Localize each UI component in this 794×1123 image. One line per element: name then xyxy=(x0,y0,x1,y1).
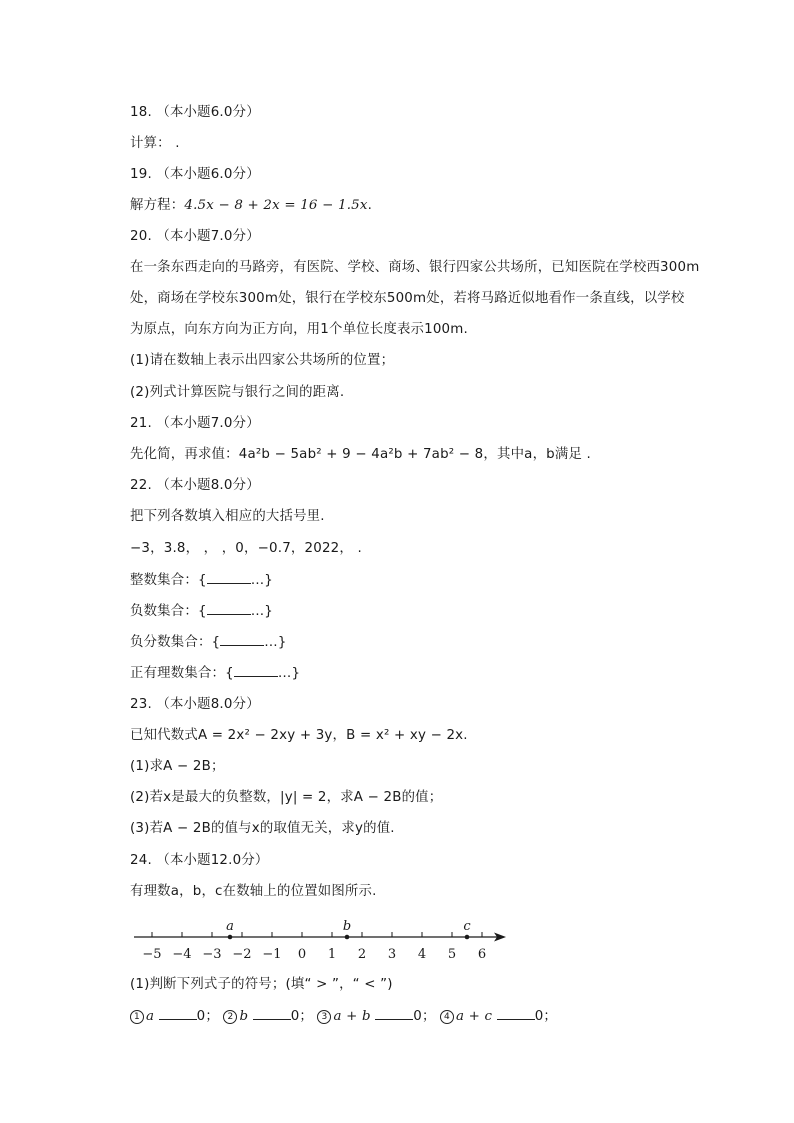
q20-sub1: (1)请在数轴上表示出四家公共场所的位置； xyxy=(130,353,395,368)
q24-sign-items xyxy=(130,1007,557,1026)
q18-header: 18. （本小题6.0分） xyxy=(130,105,260,120)
sign-item-2 xyxy=(223,1009,313,1024)
sign-item-4 xyxy=(440,1009,557,1024)
point-label-c: c xyxy=(463,919,471,934)
sign-tail: 0； xyxy=(196,1009,219,1024)
set-label: 正有理数集合：{ xyxy=(130,666,234,681)
tick-label: −1 xyxy=(262,947,282,962)
set-label: 整数集合：{ xyxy=(130,573,207,588)
q22-intro: 把下列各数填入相应的大括号里. xyxy=(130,509,325,524)
circled-number-4: 4 xyxy=(440,1010,454,1024)
q23-given: 已知代数式A = 2x² − 2xy + 3y，B = x² + xy − 2x. xyxy=(130,728,468,743)
q20-sub2: (2)列式计算医院与银行之间的距离. xyxy=(130,385,345,400)
sign-tail: 0； xyxy=(413,1009,436,1024)
answer-blank[interactable] xyxy=(375,1007,413,1020)
set-ellipsis: …} xyxy=(250,604,273,619)
sign-expr: b xyxy=(239,1009,249,1024)
q19-suffix: . xyxy=(367,198,373,213)
sign-tail: 0； xyxy=(290,1009,313,1024)
sign-tail: 0； xyxy=(534,1009,558,1024)
answer-blank[interactable] xyxy=(159,1007,197,1020)
tick-label: 0 xyxy=(297,947,307,962)
point-b xyxy=(345,935,350,940)
q24-intro: 有理数a，b，c在数轴上的位置如图所示. xyxy=(130,884,377,899)
q20-header: 20. （本小题7.0分） xyxy=(130,229,260,244)
circled-number-2: 2 xyxy=(223,1010,237,1024)
q23-header: 23. （本小题8.0分） xyxy=(130,697,260,712)
q19-text xyxy=(130,197,372,215)
circled-number-1: 1 xyxy=(130,1010,144,1024)
q22-numbers: −3，3.8， ， ，0，−0.7，2022， . xyxy=(130,541,362,556)
tick-label: −5 xyxy=(142,947,162,962)
tick-label: 1 xyxy=(327,947,337,962)
point-c xyxy=(465,935,470,940)
q22-set-integers xyxy=(130,571,273,590)
q18-text: 计算： . xyxy=(130,136,180,151)
sign-expr: a + b xyxy=(333,1009,371,1024)
answer-blank[interactable] xyxy=(207,571,251,584)
set-ellipsis: …} xyxy=(250,573,273,588)
answer-blank[interactable] xyxy=(253,1007,291,1020)
sign-expr: a + c xyxy=(456,1009,493,1024)
q22-header: 22. （本小题8.0分） xyxy=(130,478,260,493)
set-ellipsis: …} xyxy=(277,666,301,681)
q24-header: 24. （本小题12.0分） xyxy=(130,853,269,868)
set-label: 负数集合：{ xyxy=(130,604,207,619)
answer-blank[interactable] xyxy=(234,664,278,677)
q19-prefix: 解方程： xyxy=(130,198,185,213)
q23-sub1: (1)求A − 2B； xyxy=(130,759,225,774)
sign-item-1 xyxy=(130,1009,219,1024)
number-line-figure xyxy=(130,915,520,965)
point-a xyxy=(228,935,233,940)
sign-item-3 xyxy=(317,1009,435,1024)
tick-label: −2 xyxy=(232,947,252,962)
tick-label: 2 xyxy=(357,947,367,962)
tick-label: −3 xyxy=(202,947,222,962)
tick-label: −4 xyxy=(172,947,192,962)
q20-line-1: 在一条东西走向的马路旁，有医院、学校、商场、银行四家公共场所，已知医院在学校西300m xyxy=(130,260,700,275)
q21-header: 21. （本小题7.0分） xyxy=(130,416,260,431)
point-label-b: b xyxy=(342,919,352,934)
sign-expr: a xyxy=(146,1009,155,1024)
q22-set-negative-fractions xyxy=(130,633,287,652)
q20-line-3: 为原点，向东方向为正方向，用1个单位长度表示100m. xyxy=(130,322,468,337)
q23-sub2: (2)若x是最大的负整数，|y| = 2，求A − 2B的值； xyxy=(130,790,443,805)
q22-set-negatives xyxy=(130,602,273,621)
point-label-a: a xyxy=(226,919,234,934)
q23-sub3: (3)若A − 2B的值与x的取值无关，求y的值. xyxy=(130,821,395,836)
q20-line-2: 处，商场在学校东300m处，银行在学校东500m处，若将马路近似地看作一条直线，以学校 xyxy=(130,291,685,306)
circled-number-3: 3 xyxy=(317,1010,331,1024)
q19-header: 19. （本小题6.0分） xyxy=(130,167,260,182)
tick-label: 5 xyxy=(447,947,457,962)
answer-blank[interactable] xyxy=(220,633,264,646)
q24-sub1: (1)判断下列式子的符号；(填“ > ”，“ < ”) xyxy=(130,977,393,992)
q19-equation: 4.5x − 8 + 2x = 16 − 1.5x xyxy=(184,198,368,213)
tick-label: 4 xyxy=(417,947,427,962)
q21-text: 先化简，再求值：4a²b − 5ab² + 9 − 4a²b + 7ab² − 8，其中a，b满足 . xyxy=(130,447,591,462)
tick-label: 6 xyxy=(477,947,487,962)
answer-blank[interactable] xyxy=(497,1007,535,1020)
q22-set-positive-rationals xyxy=(130,664,300,683)
set-ellipsis: …} xyxy=(264,635,287,650)
answer-blank[interactable] xyxy=(207,602,251,615)
set-label: 负分数集合：{ xyxy=(130,635,221,650)
tick-label: 3 xyxy=(387,947,397,962)
